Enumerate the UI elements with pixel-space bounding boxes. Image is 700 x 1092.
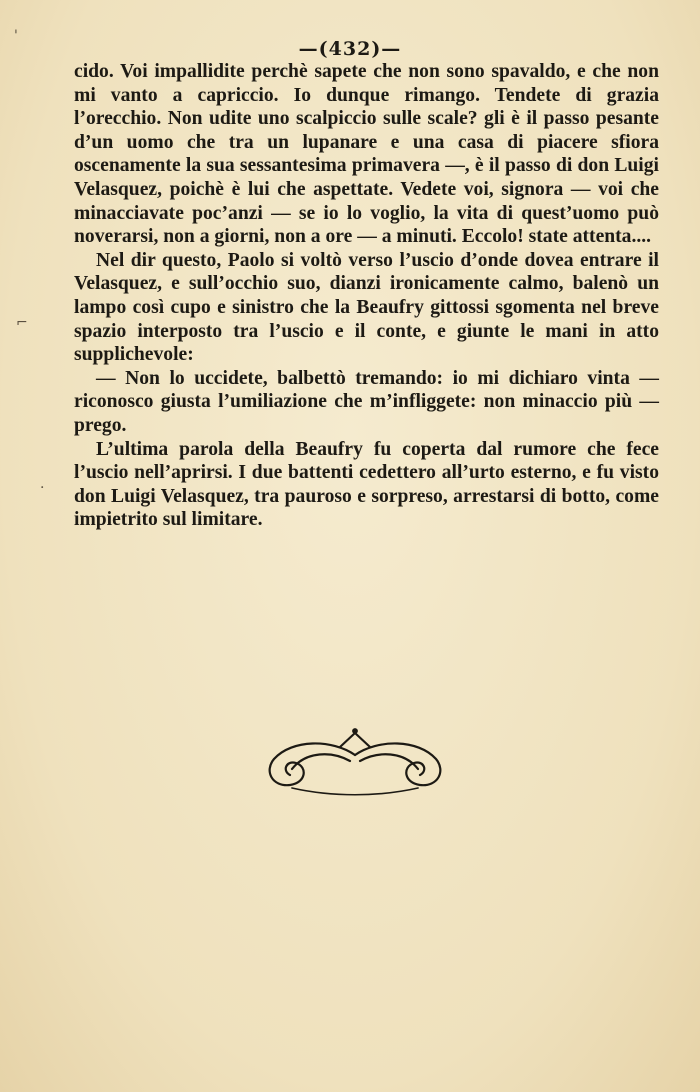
scroll-ornament-icon xyxy=(262,725,448,797)
margin-mark: ⌐ xyxy=(16,315,28,331)
margin-mark: ' xyxy=(14,28,18,44)
paragraph: Nel dir questo, Paolo si voltò verso l’uscio d’onde dovea entrare il Velasquez, e sull’occhio suo, dianzi ironicamente calmo, balenò un lampo così cupo e sinistro che la Beaufry gittossi sgomenta nel breve spazio interposto tra l’uscio e il conte, e giunte le mani in atto supplichevole: xyxy=(74,249,659,366)
paragraph: cido. Voi impallidite perchè sapete che non sono spavaldo, e che non mi vanto a capriccio. Io dunque rimango. Tendete di grazia l’orecchio. Non udite uno scalpiccio sulle scale? gli è il passo pesante d’un uomo che tra un lupanare e una casa di piacere sfiora oscenamente la sua sessantesima primavera —, è il passo di don Luigi Velasquez, poichè è lui che aspettate. Vedete voi, signora — voi che minacciavate poc’anzi — se io lo voglio, la vita di quest’uomo può noverarsi, non a giorni, non a ore — a minuti. Eccolo! state attenta.... xyxy=(74,61,659,248)
paragraph: L’ultima parola della Beaufry fu coperta dal rumore che fece l’uscio nell’aprirsi. I due battenti cedettero all’urto esterno, e fu visto don Luigi Velasquez, tra pauroso e sorpreso, arrestarsi di botto, come impietrito sul limitare. xyxy=(74,438,659,531)
page-number: —(432)— xyxy=(298,38,402,60)
body-text xyxy=(74,60,659,532)
margin-mark: · xyxy=(40,480,45,496)
paragraph: — Non lo uccidete, balbettò tremando: io mi dichiaro vinta — riconosco giusta l’umiliazione che m’infliggete: non minaccio più — prego. xyxy=(74,367,659,436)
